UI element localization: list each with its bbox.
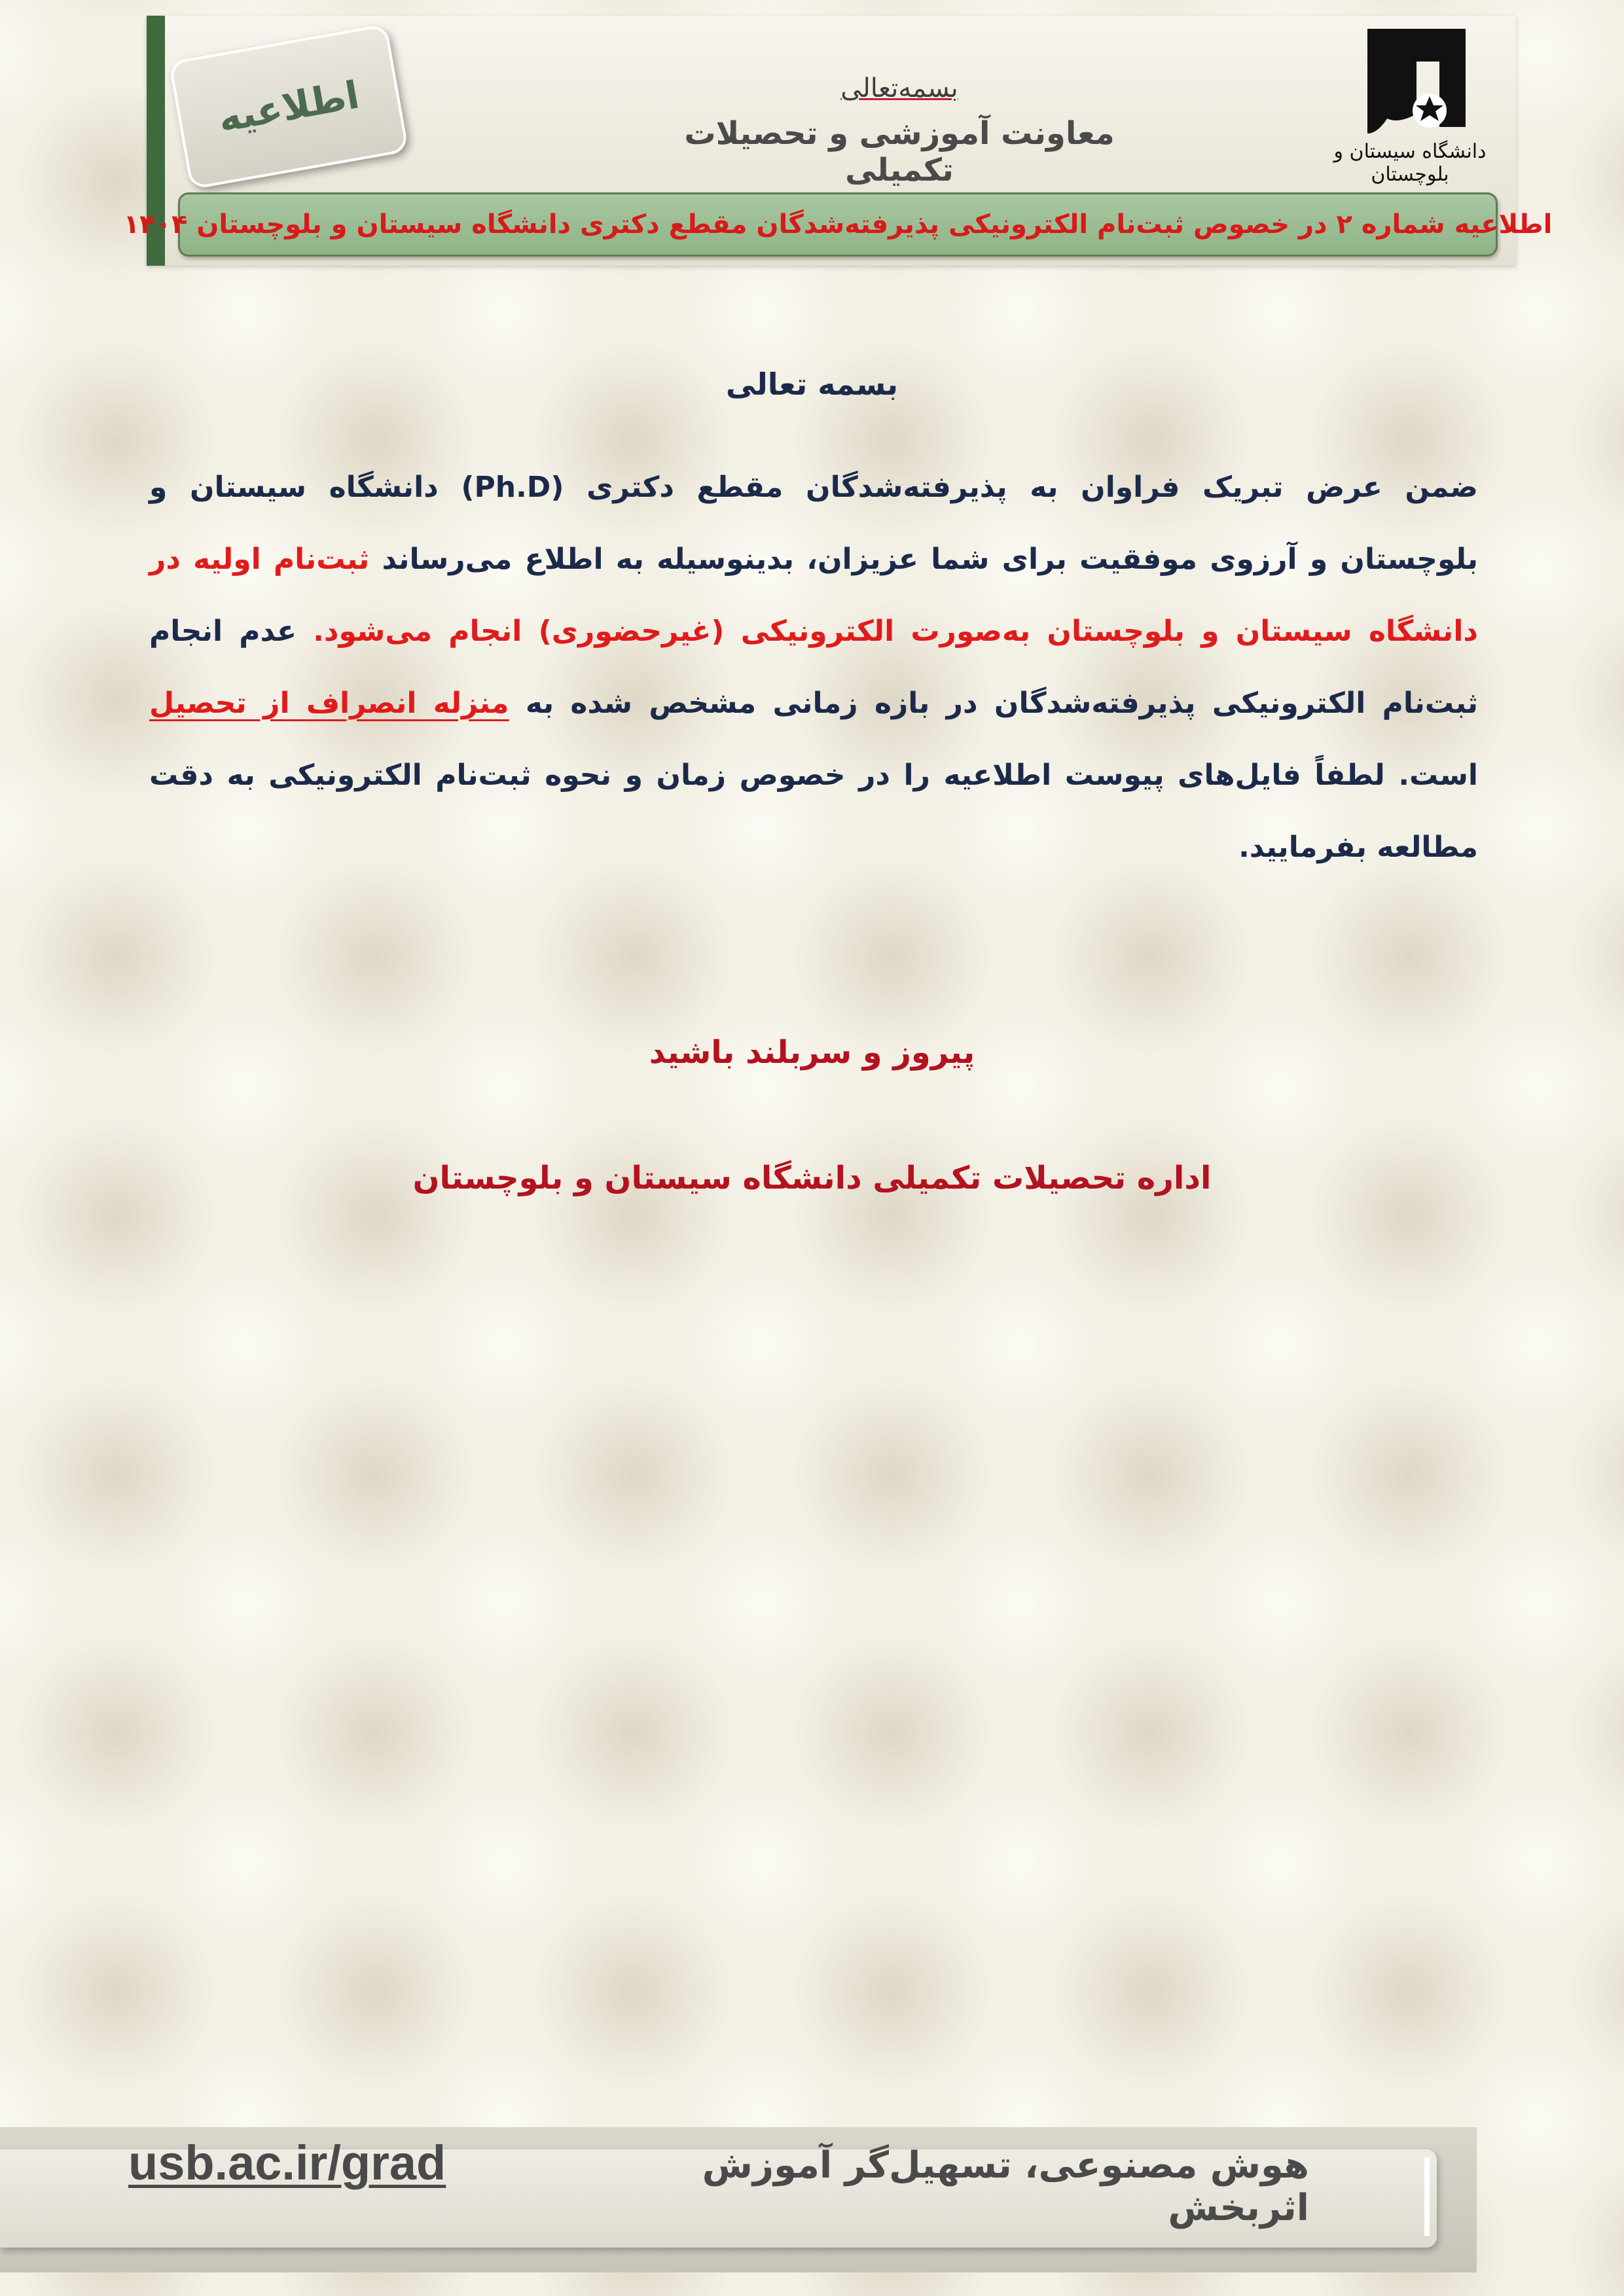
paragraph-part-3: عدم انجام ثبت‌نام الکترونیکی پذیرفته‌شدگان در بازه زمانی مشخص شده به [149, 615, 1478, 720]
department-title: معاونت آموزشی و تحصیلات تکمیلی [684, 115, 1115, 188]
announcement-banner [123, 192, 1553, 257]
paragraph-highlight: ثبت‌نام اولیه در دانشگاه سیستان و بلوچستان به‌صورت الکترونیکی (غیرحضوری) انجام می‌شود. [149, 543, 1478, 648]
closing-line: پیروز و سربلند باشید [649, 1034, 975, 1071]
header [123, 16, 1553, 266]
paragraph-warning: منزله انصراف از تحصیل [149, 687, 509, 720]
body-title: بسمه تعالی [725, 367, 899, 402]
footer-website-link[interactable]: usb.ac.ir/grad [128, 2136, 446, 2190]
announcement-badge [168, 24, 408, 190]
footer-tagline: هوش مصنوعی، تسهیل‌گر آموزش اثربخش [702, 2144, 1309, 2229]
header-besm: بسمه‌تعالی [840, 73, 958, 103]
footer-divider [1424, 2157, 1430, 2236]
announcement-badge-label: اطلاعیه [215, 72, 363, 141]
announcement-paragraph [149, 452, 1478, 884]
paragraph-part-5: است. لطفاً فایل‌های پیوست اطلاعیه را در خصوص زمان و نحوه ثبت‌نام الکترونیکی به دقت مطالعه بفرمایید. [149, 759, 1478, 864]
signature-line: اداره تحصیلات تکمیلی دانشگاه سیستان و بلوچستان [412, 1160, 1212, 1196]
logo-caption: دانشگاه سیستان و بلوچستان [1333, 140, 1487, 186]
announcement-banner-text: اطلاعیه شماره ۲ در خصوص ثبت‌نام الکترونیکی پذیرفته‌شدگان مقطع دکتری دانشگاه سیستان و بلوچستان ۱۴۰۴ [123, 209, 1553, 240]
paragraph-part-1: ضمن عرض تبریک فراوان به پذیرفته‌شدگان مقطع دکتری (Ph.D) دانشگاه سیستان و بلوچستان و آرزوی موفقیت برای شما عزیزان، بدینوسیله به اطلاع می‌رساند [149, 471, 1479, 576]
